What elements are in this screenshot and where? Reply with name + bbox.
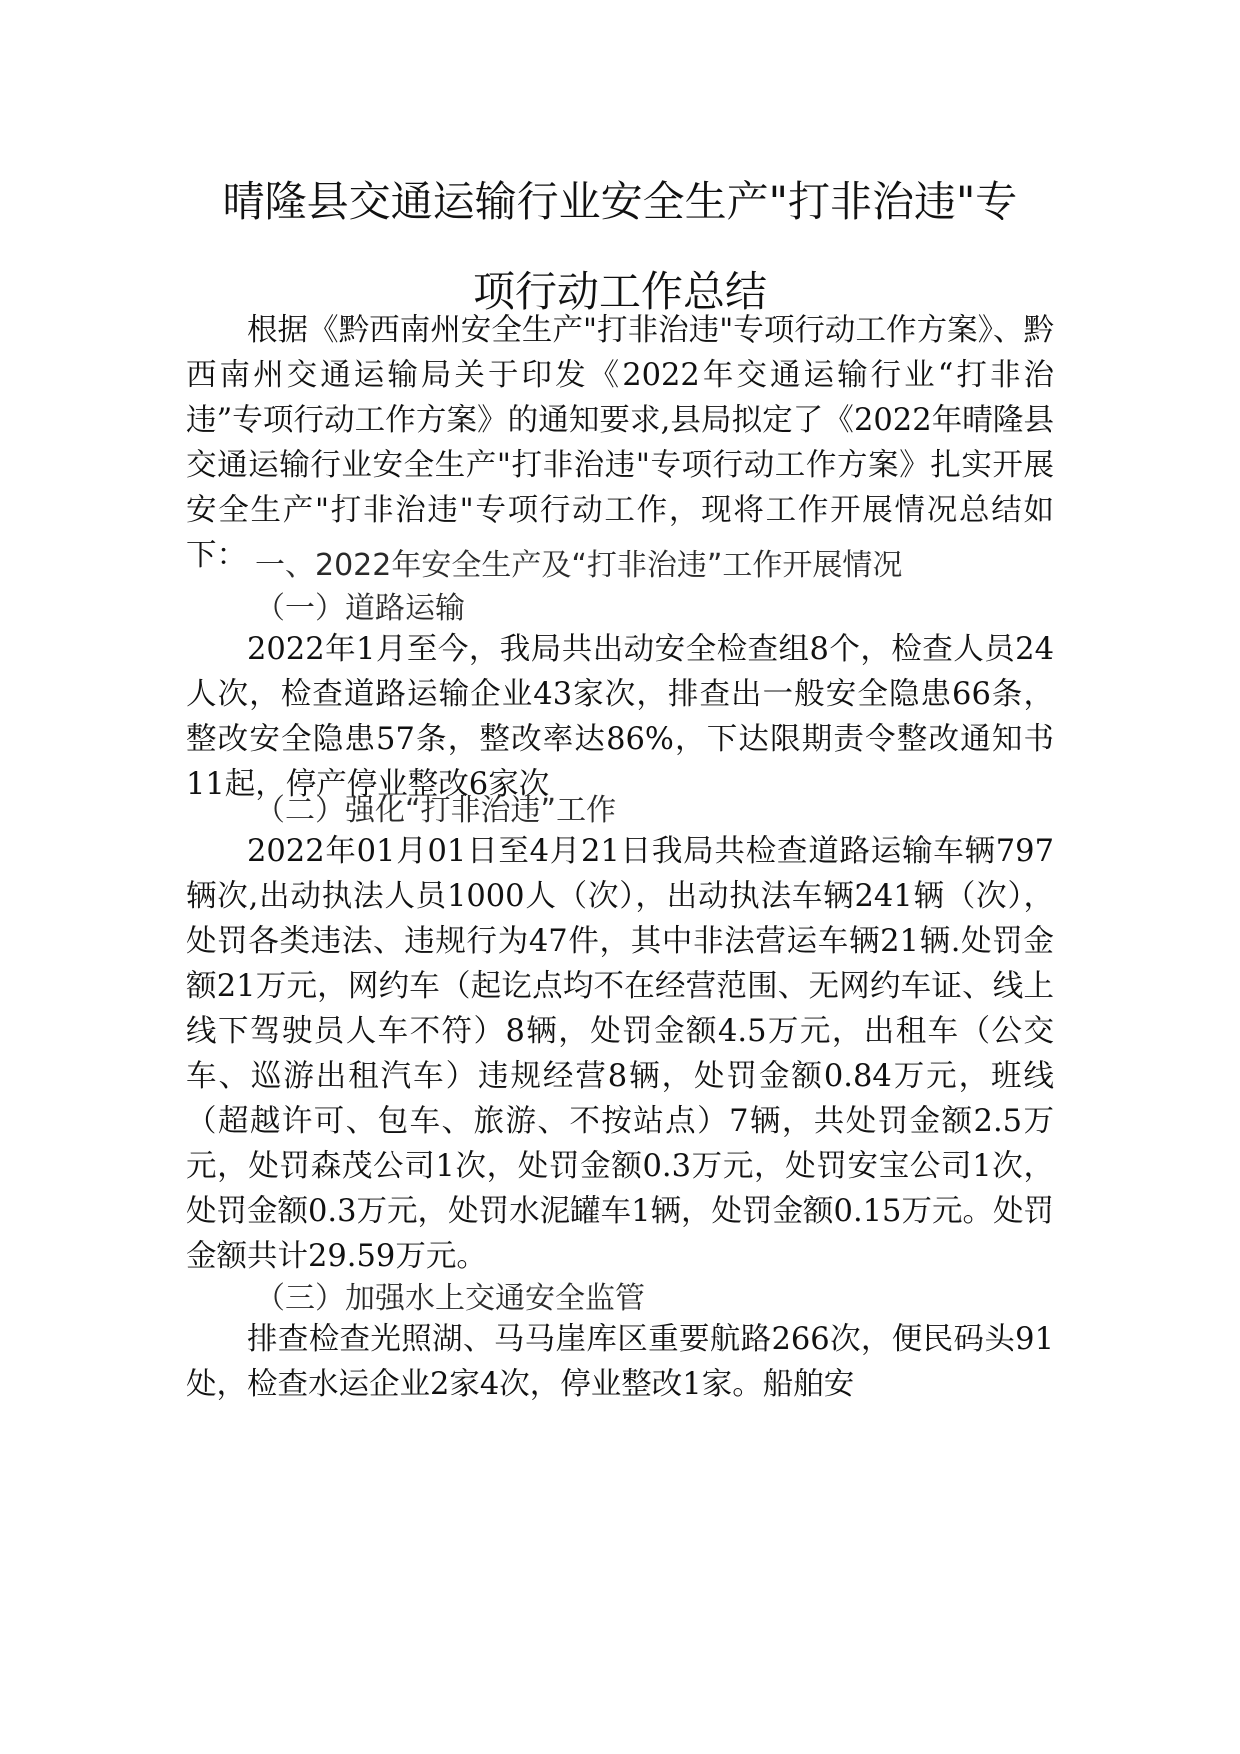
subsection1-heading: （一）道路运输: [255, 591, 465, 626]
document-title-line1: 晴隆县交通运输行业安全生产"打非治违"专: [222, 177, 1018, 226]
section1-heading: 一、2022年安全生产及“打非治违”工作开展情况: [255, 548, 903, 583]
subsection1-paragraph: 2022年1月至今，我局共出动安全检查组8个，检查人员24人次，检查道路运输企业43家次，排查出一般安全隐患66条，整改安全隐患57条，整改率达86%，下达限期责令整改通知书11起，停产停业整改6家次: [186, 632, 1054, 802]
intro-paragraph: 根据《黔西南州安全生产"打非治违"专项行动工作方案》、黔西南州交通运输局关于印发《2022年交通运输行业“打非治违”专项行动工作方案》的通知要求,县局拟定了《2022年晴隆县交通运输行业安全生产"打非治违"专项行动工作方案》扎实开展安全生产"打非治违"专项行动工作，现将工作开展情况总结如下：: [186, 313, 1054, 573]
subsection2-paragraph: 2022年01月01日至4月21日我局共检查道路运输车辆797辆次,出动执法人员1000人（次），出动执法车辆241辆（次），处罚各类违法、违规行为47件，其中非法营运车辆21辆.处罚金额21万元，网约车（起讫点均不在经营范围、无网约车证、线上线下驾驶员人车不符）8辆，处罚金额4.5万元，出租车（公交车、巡游出租汽车）违规经营8辆，处罚金额0.84万元，班线（超越许可、包车、旅游、不按站点）7辆，共处罚金额2.5万元，处罚森茂公司1次，处罚金额0.3万元，处罚安宝公司1次，处罚金额0.3万元，处罚水泥罐车1辆，处罚金额0.15万元。处罚金额共计29.59万元。: [186, 834, 1054, 1274]
subsection3-paragraph: 排查检查光照湖、马马崖库区重要航路266次，便民码头91处，检查水运企业2家4次，停业整改1家。船舶安: [186, 1322, 1054, 1402]
document-title-line2: 项行动工作总结: [472, 267, 767, 316]
subsection3-heading: （三）加强水上交通安全监管: [255, 1281, 645, 1316]
subsection2-heading: （二）强化“打非治违”工作: [255, 793, 617, 828]
